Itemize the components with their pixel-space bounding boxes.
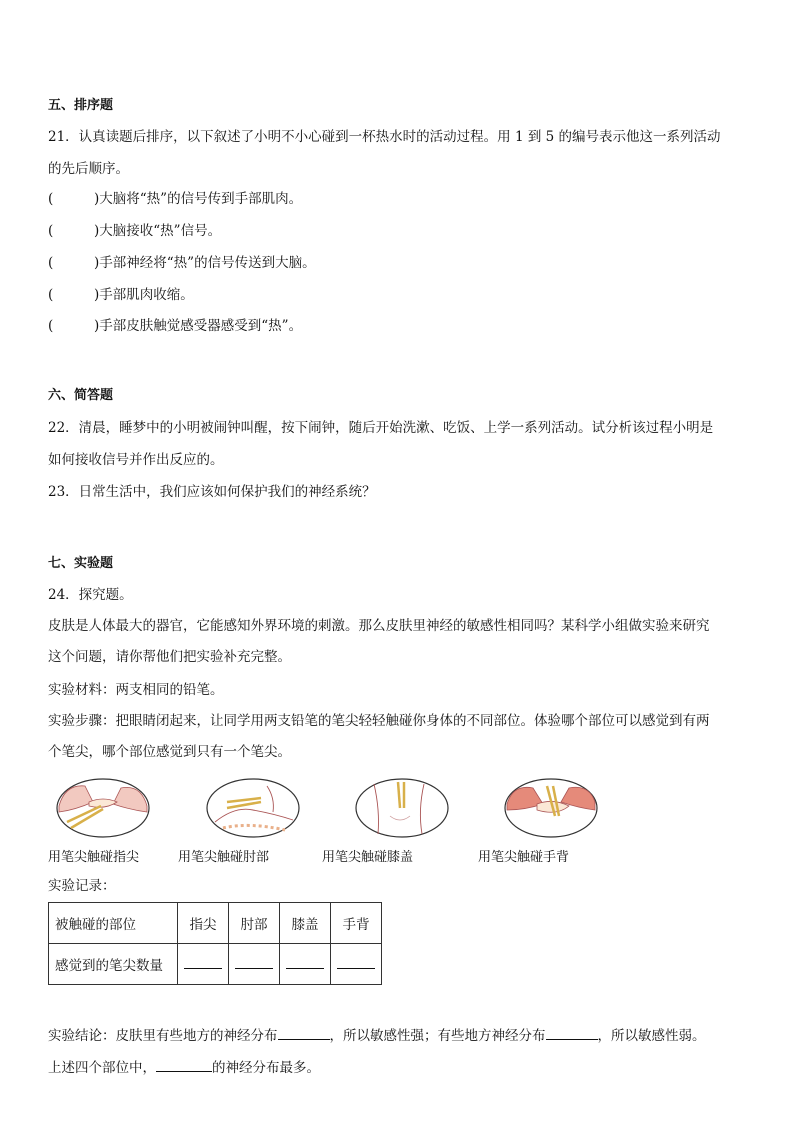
experiment-record-table (48, 902, 382, 985)
sort-item (48, 190, 302, 208)
table-row (49, 944, 382, 985)
caption-back-of-hand: 用笔尖触碰手背 (478, 850, 570, 865)
answer-paren[interactable]: ( (48, 191, 54, 207)
cell-part: 膝盖 (280, 903, 331, 944)
sort-item (48, 254, 316, 272)
question-23: 23．日常生活中，我们应该如何保护我们的神经系统？ (48, 484, 376, 500)
cell-part: 指尖 (178, 903, 229, 944)
conclusion-line-2 (48, 1057, 320, 1077)
answer-blank[interactable] (278, 1025, 330, 1040)
conclusion-text: ，所以敏感性强；有些地方神经分布 (329, 1028, 546, 1044)
answer-paren[interactable]: ( (48, 318, 54, 334)
answer-paren[interactable]: ( (48, 223, 54, 239)
sort-item (48, 286, 194, 304)
caption-elbow: 用笔尖触碰肘部 (178, 850, 270, 865)
sort-item (48, 222, 221, 240)
section-heading-experiment: 七、实验题 (48, 556, 114, 571)
answer-blank-cell[interactable] (229, 944, 280, 985)
sort-item-text: )手部肌肉收缩。 (94, 287, 194, 303)
conclusion-text: ，所以敏感性弱。 (597, 1028, 706, 1044)
caption-knee: 用笔尖触碰膝盖 (322, 850, 414, 865)
experiment-materials: 实验材料：两支相同的铅笔。 (48, 682, 224, 698)
table-row (49, 903, 382, 944)
question-22-line-2: 如何接收信号并作出反应的。 (48, 452, 224, 468)
record-label: 实验记录： (48, 878, 116, 894)
question-22-line-1: 22．清晨，睡梦中的小明被闹钟叫醒，按下闹钟，随后开始洗漱、吃饭、上学一系列活动。试分析该过程小明是 (48, 420, 714, 436)
sort-item (48, 317, 302, 335)
answer-blank[interactable] (156, 1057, 212, 1072)
answer-blank-cell[interactable] (331, 944, 382, 985)
caption-fingertip: 用笔尖触碰指尖 (48, 850, 140, 865)
sort-item-text: )大脑接收“热”信号。 (94, 223, 222, 239)
fingertip-illustration (55, 776, 151, 840)
section-heading-short-answer: 六、简答题 (48, 388, 114, 403)
question-24: 24．探究题。 (48, 587, 133, 603)
row-header-part: 被触碰的部位 (49, 903, 178, 944)
experiment-steps-line-1: 实验步骤：把眼睛闭起来，让同学用两支铅笔的笔尖轻轻触碰你身体的不同部位。体验哪个部位可以感觉到有两 (48, 713, 710, 729)
cell-part: 手背 (331, 903, 382, 944)
sort-item-text: )手部皮肤触觉感受器感受到“热”。 (94, 318, 303, 334)
conclusion-text: 实验结论：皮肤里有些地方的神经分布 (48, 1028, 278, 1044)
conclusion-line-1 (48, 1025, 706, 1045)
answer-blank[interactable] (546, 1025, 598, 1040)
experiment-intro-line-2: 这个问题，请你帮他们把实验补充完整。 (48, 649, 291, 665)
cell-part: 肘部 (229, 903, 280, 944)
experiment-steps-line-2: 个笔尖，哪个部位感觉到只有一个笔尖。 (48, 744, 291, 760)
answer-blank-cell[interactable] (178, 944, 229, 985)
row-header-count: 感觉到的笔尖数量 (49, 944, 178, 985)
conclusion-text: 的神经分布最多。 (212, 1060, 320, 1076)
answer-paren[interactable]: ( (48, 255, 54, 271)
answer-paren[interactable]: ( (48, 287, 54, 303)
sort-item-text: )手部神经将“热”的信号传送到大脑。 (94, 255, 316, 271)
conclusion-text: 上述四个部位中， (48, 1060, 156, 1076)
elbow-illustration (205, 776, 301, 840)
experiment-intro-line-1: 皮肤是人体最大的器官，它能感知外界环境的刺激。那么皮肤里神经的敏感性相同吗？某科学小组做实验来研究 (48, 618, 710, 634)
answer-blank-cell[interactable] (280, 944, 331, 985)
back-of-hand-illustration (503, 776, 599, 840)
section-heading-sorting: 五、排序题 (48, 98, 114, 113)
question-21-line-1: 21．认真读题后排序，以下叙述了小明不小心碰到一杯热水时的活动过程。用 1 到 5 的编号表示他这一系列活动 (48, 129, 721, 145)
question-21-line-2: 的先后顺序。 (48, 161, 129, 177)
knee-illustration (354, 776, 450, 840)
sort-item-text: )大脑将“热”的信号传到手部肌肉。 (94, 191, 303, 207)
